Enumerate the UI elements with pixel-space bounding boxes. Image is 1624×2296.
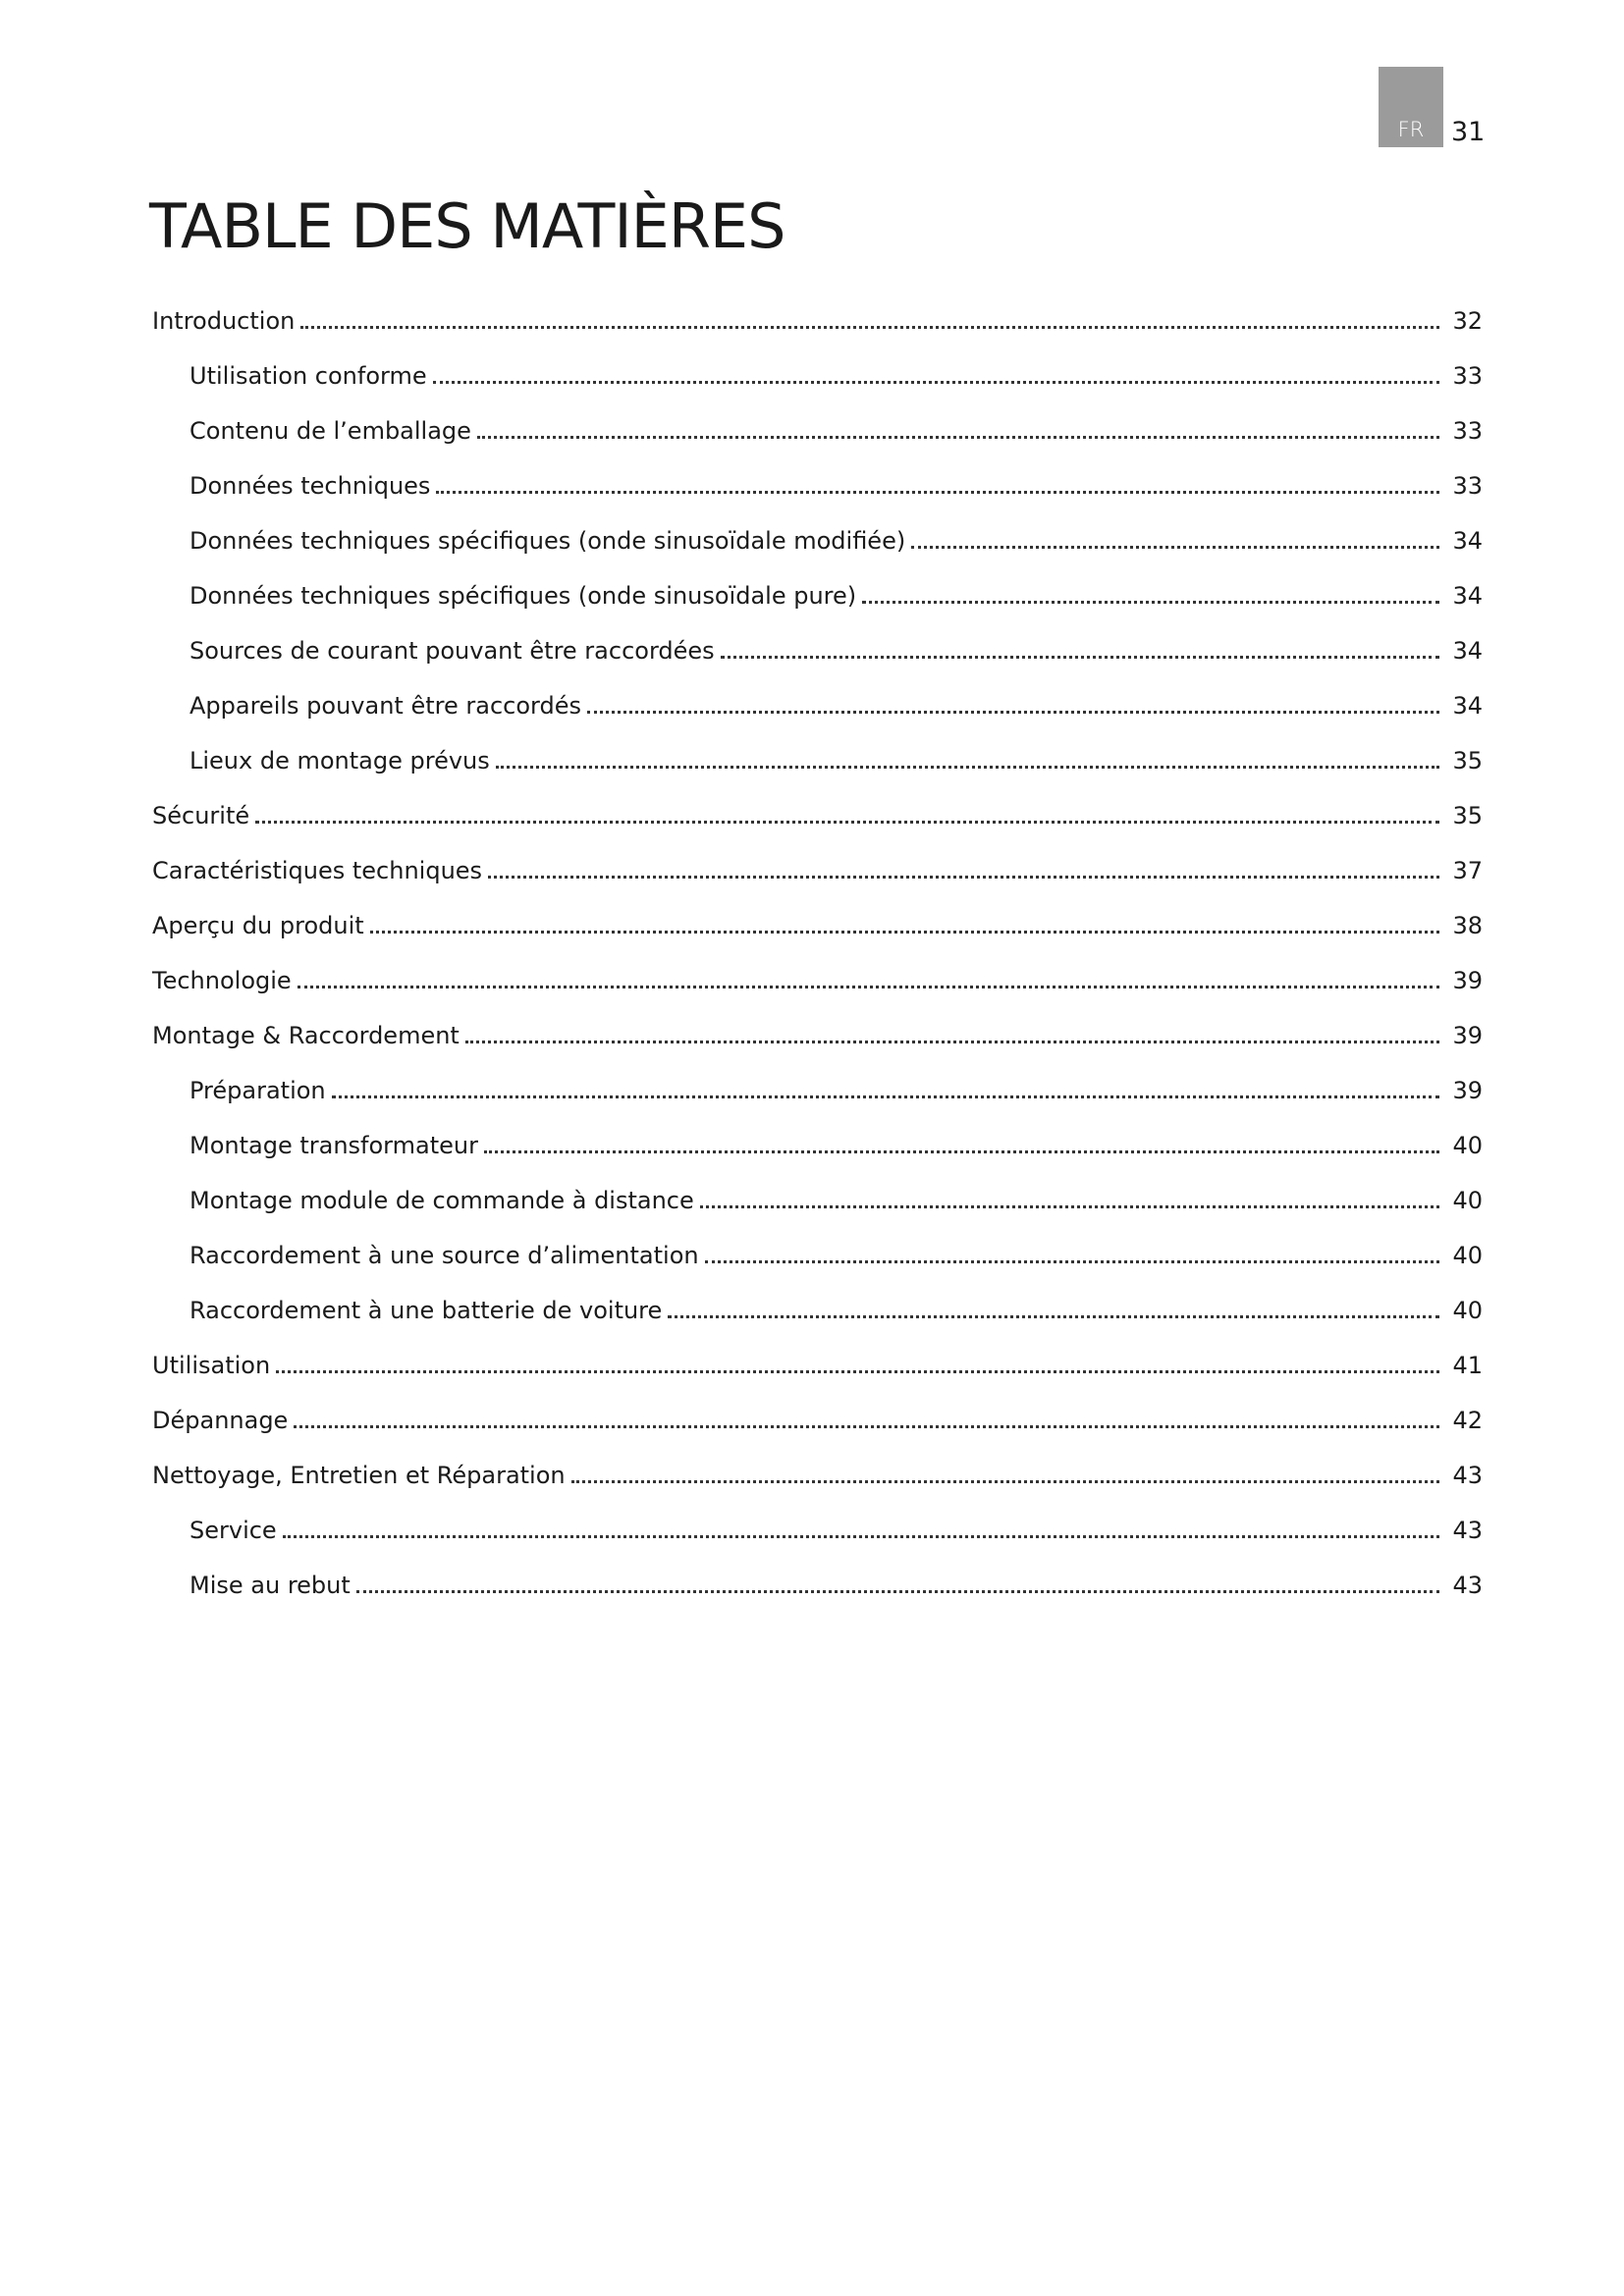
toc-entry-label: Données techniques spécifiques (onde sinusoïdale pure)	[189, 582, 857, 610]
toc-entry-label: Lieux de montage prévus	[189, 747, 490, 774]
toc-entry-page-number: 40	[1452, 1297, 1483, 1324]
toc-entry-label: Préparation	[189, 1077, 326, 1104]
dot-leader	[496, 736, 1439, 769]
toc-entry[interactable]	[152, 681, 1483, 736]
toc-entry[interactable]	[152, 351, 1483, 406]
toc-entry-label: Raccordement à une source d’alimentation	[189, 1242, 699, 1269]
toc-entry-page-number: 40	[1452, 1132, 1483, 1159]
dot-leader	[571, 1451, 1439, 1483]
toc-entry-page-number: 42	[1452, 1407, 1483, 1434]
toc-entry-page-number: 33	[1452, 472, 1483, 500]
dot-leader	[436, 461, 1439, 494]
toc-entry-page-number: 43	[1452, 1462, 1483, 1489]
toc-entry[interactable]	[152, 901, 1483, 956]
toc-entry[interactable]	[152, 626, 1483, 681]
toc-entry-page-number: 35	[1452, 747, 1483, 774]
toc-entry[interactable]	[152, 791, 1483, 846]
page-title: TABLE DES MATIÈRES	[149, 190, 785, 262]
dot-leader	[488, 846, 1439, 879]
dot-leader	[255, 791, 1439, 824]
toc-entry[interactable]	[152, 1121, 1483, 1176]
toc-entry[interactable]	[152, 1231, 1483, 1286]
toc-entry-page-number: 39	[1452, 1022, 1483, 1049]
toc-entry-page-number: 33	[1452, 417, 1483, 445]
toc-entry-label: Service	[189, 1517, 277, 1544]
toc-entry-label: Technologie	[152, 967, 292, 994]
toc-entry[interactable]	[152, 1066, 1483, 1121]
dot-leader	[294, 1396, 1439, 1428]
toc-entry-page-number: 35	[1452, 802, 1483, 829]
dot-leader	[668, 1286, 1439, 1318]
page-number: 31	[1451, 117, 1486, 147]
toc-entry-label: Aperçu du produit	[152, 912, 364, 939]
toc-entry[interactable]	[152, 1451, 1483, 1506]
toc-entry-label: Nettoyage, Entretien et Réparation	[152, 1462, 566, 1489]
toc-entry-page-number: 34	[1452, 527, 1483, 555]
toc-entry-page-number: 43	[1452, 1517, 1483, 1544]
toc-entry-label: Mise au rebut	[189, 1572, 351, 1599]
toc-entry-page-number: 38	[1452, 912, 1483, 939]
toc-entry[interactable]	[152, 1176, 1483, 1231]
toc-entry-page-number: 41	[1452, 1352, 1483, 1379]
toc-entry[interactable]	[152, 296, 1483, 351]
toc-entry[interactable]	[152, 1286, 1483, 1341]
toc-entry[interactable]	[152, 846, 1483, 901]
toc-entry[interactable]	[152, 406, 1483, 461]
toc-entry-page-number: 40	[1452, 1187, 1483, 1214]
toc-entry-page-number: 39	[1452, 967, 1483, 994]
toc-entry-page-number: 40	[1452, 1242, 1483, 1269]
toc-entry-page-number: 33	[1452, 362, 1483, 390]
toc-entry-page-number: 34	[1452, 692, 1483, 720]
language-badge: FR	[1379, 67, 1443, 147]
toc-entry-label: Contenu de l’emballage	[189, 417, 471, 445]
toc-entry-page-number: 39	[1452, 1077, 1483, 1104]
dot-leader	[721, 626, 1439, 659]
toc-entry[interactable]	[152, 571, 1483, 626]
dot-leader	[705, 1231, 1439, 1263]
toc-entry[interactable]	[152, 1011, 1483, 1066]
toc-entry-page-number: 32	[1452, 307, 1483, 335]
dot-leader	[356, 1561, 1439, 1593]
toc-entry-label: Montage module de commande à distance	[189, 1187, 694, 1214]
dot-leader	[465, 1011, 1439, 1043]
toc-entry-label: Dépannage	[152, 1407, 289, 1434]
dot-leader	[700, 1176, 1439, 1208]
toc-entry-label: Montage transformateur	[189, 1132, 478, 1159]
dot-leader	[283, 1506, 1439, 1538]
toc-entry-page-number: 34	[1452, 582, 1483, 610]
toc-entry-label: Utilisation conforme	[189, 362, 427, 390]
toc-entry[interactable]	[152, 956, 1483, 1011]
dot-leader	[862, 571, 1439, 604]
toc-entry-label: Appareils pouvant être raccordés	[189, 692, 581, 720]
toc-entry-page-number: 37	[1452, 857, 1483, 884]
dot-leader	[370, 901, 1439, 934]
toc-entry[interactable]	[152, 516, 1483, 571]
toc-entry[interactable]	[152, 736, 1483, 791]
toc-entry-page-number: 43	[1452, 1572, 1483, 1599]
toc-entry[interactable]	[152, 1506, 1483, 1561]
toc-entry[interactable]	[152, 1396, 1483, 1451]
toc-entry-label: Données techniques spécifiques (onde sinusoïdale modifiée)	[189, 527, 906, 555]
toc-entry-label: Données techniques	[189, 472, 431, 500]
dot-leader	[300, 296, 1439, 329]
dot-leader	[477, 406, 1439, 439]
toc-entry[interactable]	[152, 1341, 1483, 1396]
toc-entry-label: Sécurité	[152, 802, 250, 829]
dot-leader	[433, 351, 1439, 384]
table-of-contents	[152, 296, 1483, 1616]
toc-entry-page-number: 34	[1452, 637, 1483, 665]
toc-entry-label: Caractéristiques techniques	[152, 857, 483, 884]
dot-leader	[911, 516, 1439, 549]
toc-entry-label: Montage & Raccordement	[152, 1022, 460, 1049]
toc-entry-label: Sources de courant pouvant être raccordées	[189, 637, 715, 665]
toc-entry[interactable]	[152, 461, 1483, 516]
toc-entry[interactable]	[152, 1561, 1483, 1616]
dot-leader	[332, 1066, 1439, 1098]
dot-leader	[298, 956, 1439, 988]
page-header	[1379, 67, 1485, 147]
dot-leader	[276, 1341, 1439, 1373]
dot-leader	[587, 681, 1439, 714]
toc-entry-label: Utilisation	[152, 1352, 271, 1379]
dot-leader	[484, 1121, 1439, 1153]
toc-entry-label: Raccordement à une batterie de voiture	[189, 1297, 663, 1324]
toc-entry-label: Introduction	[152, 307, 296, 335]
